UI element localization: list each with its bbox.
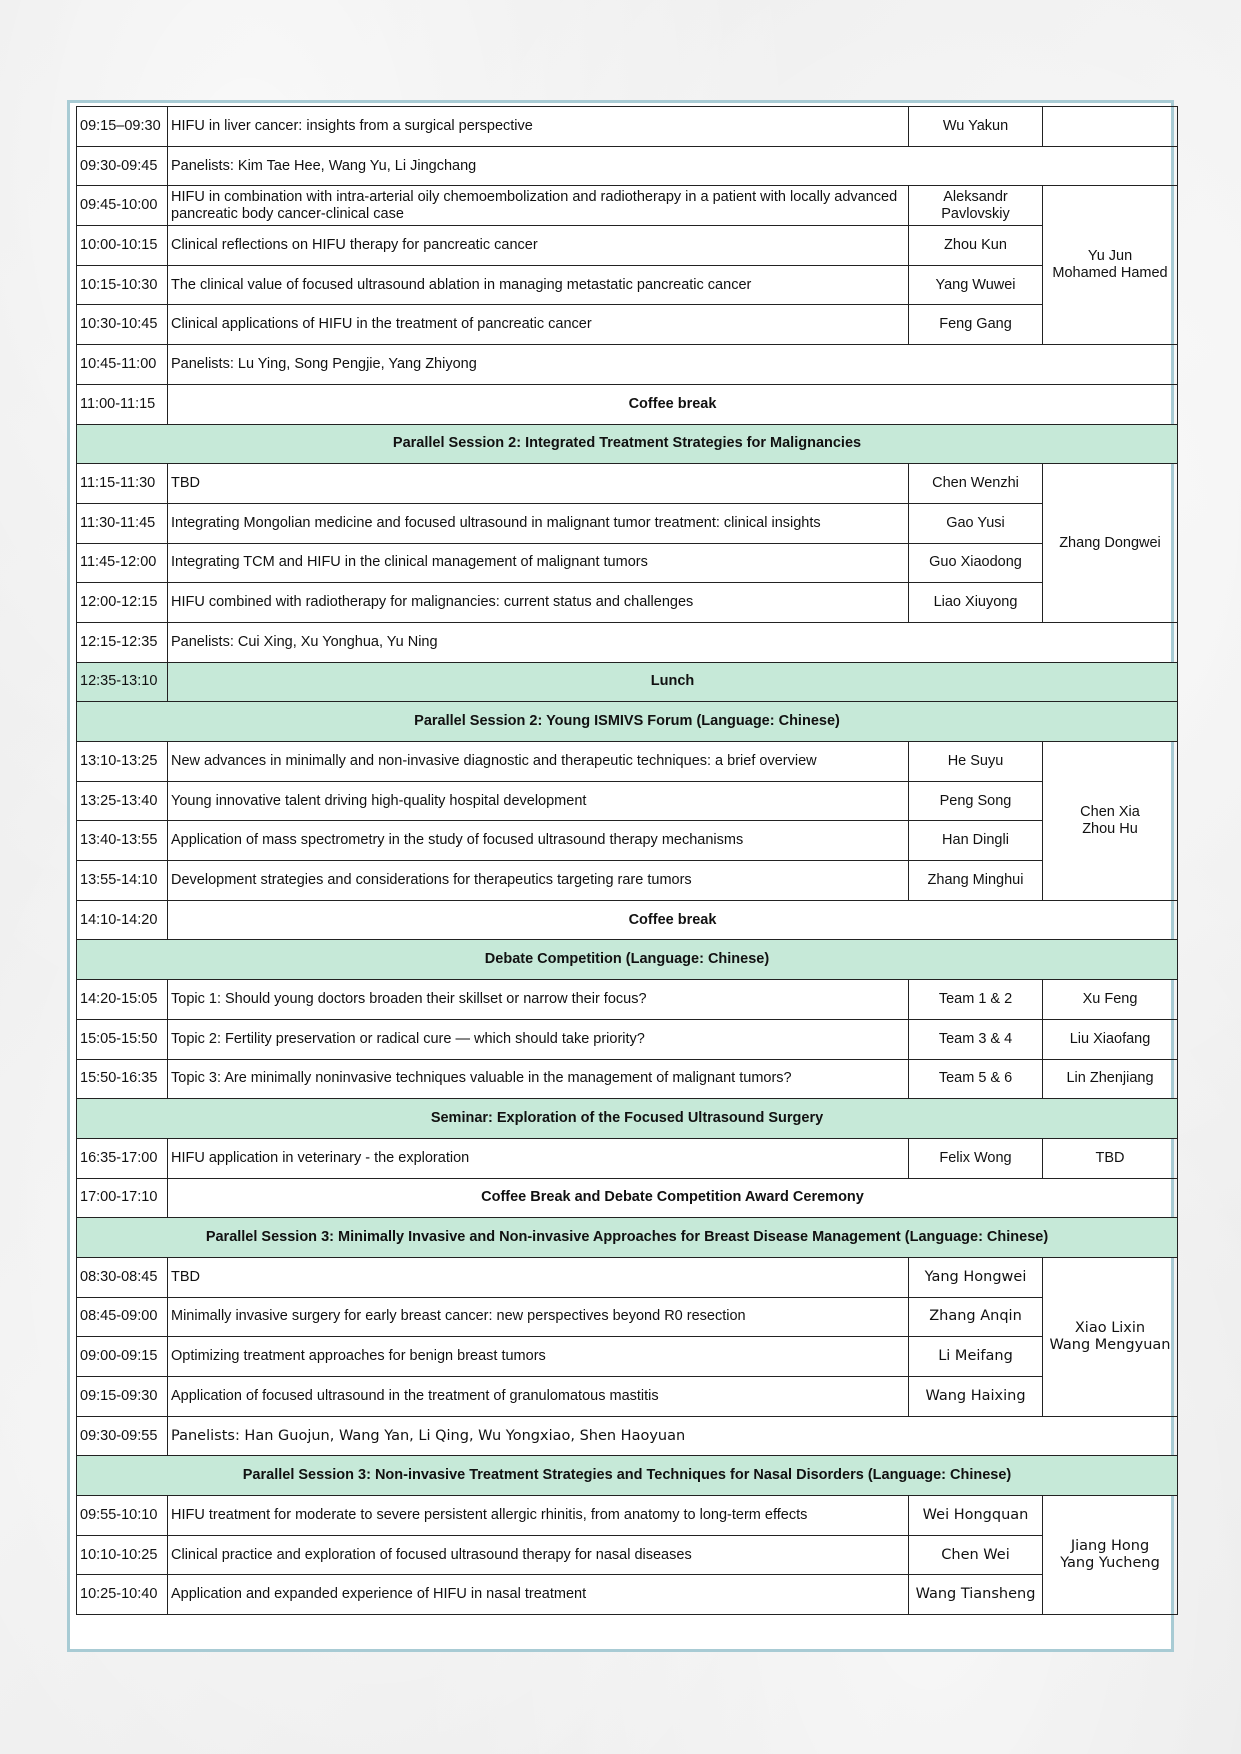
- speaker-name: Wei Hongquan: [909, 1496, 1043, 1536]
- talk-title: Integrating TCM and HIFU in the clinical management of malignant tumors: [168, 543, 909, 583]
- panelists-text: Panelists: Cui Xing, Xu Yonghua, Yu Ning: [168, 622, 1178, 662]
- speaker-name: Gao Yusi: [909, 503, 1043, 543]
- talk-title: Young innovative talent driving high-quality hospital development: [168, 781, 909, 821]
- moderator-name: Zhang Dongwei: [1059, 534, 1161, 551]
- talk-title: New advances in minimally and non-invasive diagnostic and therapeutic techniques: a brief overview: [168, 742, 909, 782]
- speaker-name: Wu Yakun: [909, 107, 1043, 147]
- section-header-row: [77, 1456, 1178, 1496]
- speaker-name: Guo Xiaodong: [909, 543, 1043, 583]
- table-row: [77, 226, 1178, 266]
- table-row: [77, 1297, 1178, 1337]
- speaker-name: He Suyu: [909, 742, 1043, 782]
- talk-title: Integrating Mongolian medicine and focused ultrasound in malignant tumor treatment: clinical insights: [168, 503, 909, 543]
- team-name: Team 1 & 2: [909, 980, 1043, 1020]
- table-row: [77, 1337, 1178, 1377]
- table-row: [77, 1138, 1178, 1178]
- time-cell: 13:40-13:55: [77, 821, 168, 861]
- time-cell: 10:45-11:00: [77, 345, 168, 385]
- moderator-name: Zhou Hu: [1082, 820, 1138, 837]
- table-row: [77, 464, 1178, 504]
- speaker-name: Felix Wong: [909, 1138, 1043, 1178]
- time-cell: 15:05-15:50: [77, 1019, 168, 1059]
- time-cell: 13:25-13:40: [77, 781, 168, 821]
- table-row: [77, 1377, 1178, 1417]
- break-label: Coffee break: [168, 384, 1178, 424]
- team-name: Team 5 & 6: [909, 1059, 1043, 1099]
- speaker-name: Feng Gang: [909, 305, 1043, 345]
- speaker-name: Chen Wei: [909, 1535, 1043, 1575]
- talk-title: Development strategies and considerations for therapeutics targeting rare tumors: [168, 861, 909, 901]
- table-row: [77, 861, 1178, 901]
- moderator-name: Chen Xia: [1080, 803, 1140, 820]
- table-row: [77, 1535, 1178, 1575]
- time-cell: 12:15-12:35: [77, 622, 168, 662]
- moderator-cell: [1043, 742, 1178, 901]
- time-cell: 12:35-13:10: [77, 662, 168, 702]
- table-row: [77, 186, 1178, 226]
- table-row: [77, 821, 1178, 861]
- speaker-name: Chen Wenzhi: [909, 464, 1043, 504]
- moderator-cell: [1043, 1257, 1178, 1416]
- talk-title: Clinical reflections on HIFU therapy for pancreatic cancer: [168, 226, 909, 266]
- time-cell: 09:30-09:45: [77, 146, 168, 186]
- table-row: [77, 900, 1178, 940]
- speaker-name: Peng Song: [909, 781, 1043, 821]
- panelists-text: Panelists: Kim Tae Hee, Wang Yu, Li Jingchang: [168, 146, 1178, 186]
- time-cell: 11:15-11:30: [77, 464, 168, 504]
- time-cell: 08:30-08:45: [77, 1257, 168, 1297]
- debate-topic: Topic 1: Should young doctors broaden their skillset or narrow their focus?: [168, 980, 909, 1020]
- moderator-cell: Xu Feng: [1043, 980, 1178, 1020]
- section-header-row: [77, 940, 1178, 980]
- time-cell: 10:30-10:45: [77, 305, 168, 345]
- section-title: Parallel Session 2: Integrated Treatment Strategies for Malignancies: [77, 424, 1178, 464]
- speaker-name: Zhang Minghui: [909, 861, 1043, 901]
- time-cell: 10:25-10:40: [77, 1575, 168, 1615]
- section-header-row: [77, 702, 1178, 742]
- moderator-name: Wang Mengyuan: [1049, 1336, 1171, 1353]
- talk-title: Clinical practice and exploration of focused ultrasound therapy for nasal diseases: [168, 1535, 909, 1575]
- moderator-cell: [1043, 464, 1178, 623]
- table-row: [77, 265, 1178, 305]
- speaker-name: Zhou Kun: [909, 226, 1043, 266]
- moderator-cell: Liu Xiaofang: [1043, 1019, 1178, 1059]
- moderator-cell: Lin Zhenjiang: [1043, 1059, 1178, 1099]
- talk-title: HIFU in liver cancer: insights from a surgical perspective: [168, 107, 909, 147]
- table-row: [77, 1059, 1178, 1099]
- speaker-name: Aleksandr Pavlovskiy: [909, 186, 1043, 226]
- time-cell: 17:00-17:10: [77, 1178, 168, 1218]
- panelists-text: Panelists: Han Guojun, Wang Yan, Li Qing, Wu Yongxiao, Shen Haoyuan: [168, 1416, 1178, 1456]
- talk-title: Application of mass spectrometry in the study of focused ultrasound therapy mechanisms: [168, 821, 909, 861]
- table-row: [77, 742, 1178, 782]
- table-row: [77, 107, 1178, 147]
- agenda-frame: [67, 100, 1174, 1652]
- section-title: Parallel Session 2: Young ISMIVS Forum (Language: Chinese): [77, 702, 1178, 742]
- break-label: Coffee Break and Debate Competition Award Ceremony: [168, 1178, 1178, 1218]
- time-cell: 10:10-10:25: [77, 1535, 168, 1575]
- section-header-row: [77, 424, 1178, 464]
- team-name: Team 3 & 4: [909, 1019, 1043, 1059]
- table-row: [77, 1257, 1178, 1297]
- table-row: [77, 980, 1178, 1020]
- table-row: [77, 1178, 1178, 1218]
- time-cell: 13:10-13:25: [77, 742, 168, 782]
- time-cell: 11:00-11:15: [77, 384, 168, 424]
- table-row: [77, 622, 1178, 662]
- time-cell: 14:10-14:20: [77, 900, 168, 940]
- moderator-name: Yu Jun: [1087, 248, 1133, 265]
- speaker-name: Yang Wuwei: [909, 265, 1043, 305]
- speaker-name: Yang Hongwei: [909, 1257, 1043, 1297]
- table-row: [77, 583, 1178, 623]
- table-row: [77, 1019, 1178, 1059]
- table-row: [77, 384, 1178, 424]
- talk-title: HIFU combined with radiotherapy for malignancies: current status and challenges: [168, 583, 909, 623]
- time-cell: 09:00-09:15: [77, 1337, 168, 1377]
- section-header-row: [77, 1099, 1178, 1139]
- moderator-name: Xiao Lixin: [1074, 1319, 1146, 1336]
- time-cell: 09:30-09:55: [77, 1416, 168, 1456]
- moderator-cell-empty: [1043, 107, 1178, 147]
- table-row: [77, 146, 1178, 186]
- time-cell: 16:35-17:00: [77, 1138, 168, 1178]
- section-title: Parallel Session 3: Minimally Invasive and Non-invasive Approaches for Breast Disease Management (Language: Chinese): [77, 1218, 1178, 1258]
- talk-title: The clinical value of focused ultrasound ablation in managing metastatic pancreatic cancer: [168, 265, 909, 305]
- moderator-cell: TBD: [1043, 1138, 1178, 1178]
- table-row: [77, 1575, 1178, 1615]
- time-cell: 14:20-15:05: [77, 980, 168, 1020]
- debate-topic: Topic 2: Fertility preservation or radical cure — which should take priority?: [168, 1019, 909, 1059]
- time-cell: 12:00-12:15: [77, 583, 168, 623]
- section-title: Debate Competition (Language: Chinese): [77, 940, 1178, 980]
- talk-title: TBD: [168, 464, 909, 504]
- talk-title: Application of focused ultrasound in the treatment of granulomatous mastitis: [168, 1377, 909, 1417]
- speaker-name: Wang Tiansheng: [909, 1575, 1043, 1615]
- moderator-cell: [1043, 1496, 1178, 1615]
- moderator-name: Yang Yucheng: [1060, 1555, 1160, 1572]
- time-cell: 09:55-10:10: [77, 1496, 168, 1536]
- break-label: Coffee break: [168, 900, 1178, 940]
- time-cell: 08:45-09:00: [77, 1297, 168, 1337]
- talk-title: HIFU in combination with intra-arterial oily chemoembolization and radiotherapy in a patient with locally advanced pancreatic body cancer-clinical case: [168, 186, 909, 226]
- debate-topic: Topic 3: Are minimally noninvasive techniques valuable in the management of malignant tumors?: [168, 1059, 909, 1099]
- table-row: [77, 1416, 1178, 1456]
- section-title: Parallel Session 3: Non-invasive Treatment Strategies and Techniques for Nasal Disorders (Language: Chinese): [77, 1456, 1178, 1496]
- moderator-name: Mohamed Hamed: [1052, 265, 1168, 282]
- speaker-name: Han Dingli: [909, 821, 1043, 861]
- table-row: [77, 305, 1178, 345]
- section-title: Seminar: Exploration of the Focused Ultrasound Surgery: [77, 1099, 1178, 1139]
- table-row: [77, 543, 1178, 583]
- time-cell: 09:15–09:30: [77, 107, 168, 147]
- time-cell: 15:50-16:35: [77, 1059, 168, 1099]
- speaker-name: Li Meifang: [909, 1337, 1043, 1377]
- time-cell: 10:15-10:30: [77, 265, 168, 305]
- section-header-row: [77, 1218, 1178, 1258]
- talk-title: Minimally invasive surgery for early breast cancer: new perspectives beyond R0 resection: [168, 1297, 909, 1337]
- table-row: [77, 345, 1178, 385]
- time-cell: 13:55-14:10: [77, 861, 168, 901]
- time-cell: 11:30-11:45: [77, 503, 168, 543]
- time-cell: 09:45-10:00: [77, 186, 168, 226]
- time-cell: 10:00-10:15: [77, 226, 168, 266]
- talk-title: TBD: [168, 1257, 909, 1297]
- lunch-label: Lunch: [168, 662, 1178, 702]
- agenda-table: [76, 106, 1178, 1615]
- moderator-name: Jiang Hong: [1070, 1538, 1150, 1555]
- table-row: [77, 503, 1178, 543]
- table-row: [77, 1496, 1178, 1536]
- speaker-name: Wang Haixing: [909, 1377, 1043, 1417]
- talk-title: HIFU application in veterinary - the exploration: [168, 1138, 909, 1178]
- table-row: [77, 781, 1178, 821]
- lunch-row: [77, 662, 1178, 702]
- talk-title: Optimizing treatment approaches for benign breast tumors: [168, 1337, 909, 1377]
- talk-title: Clinical applications of HIFU in the treatment of pancreatic cancer: [168, 305, 909, 345]
- talk-title: HIFU treatment for moderate to severe persistent allergic rhinitis, from anatomy to long-term effects: [168, 1496, 909, 1536]
- moderator-cell: [1043, 186, 1178, 345]
- talk-title: Application and expanded experience of HIFU in nasal treatment: [168, 1575, 909, 1615]
- time-cell: 09:15-09:30: [77, 1377, 168, 1417]
- speaker-name: Liao Xiuyong: [909, 583, 1043, 623]
- time-cell: 11:45-12:00: [77, 543, 168, 583]
- panelists-text: Panelists: Lu Ying, Song Pengjie, Yang Zhiyong: [168, 345, 1178, 385]
- speaker-name: Zhang Anqin: [909, 1297, 1043, 1337]
